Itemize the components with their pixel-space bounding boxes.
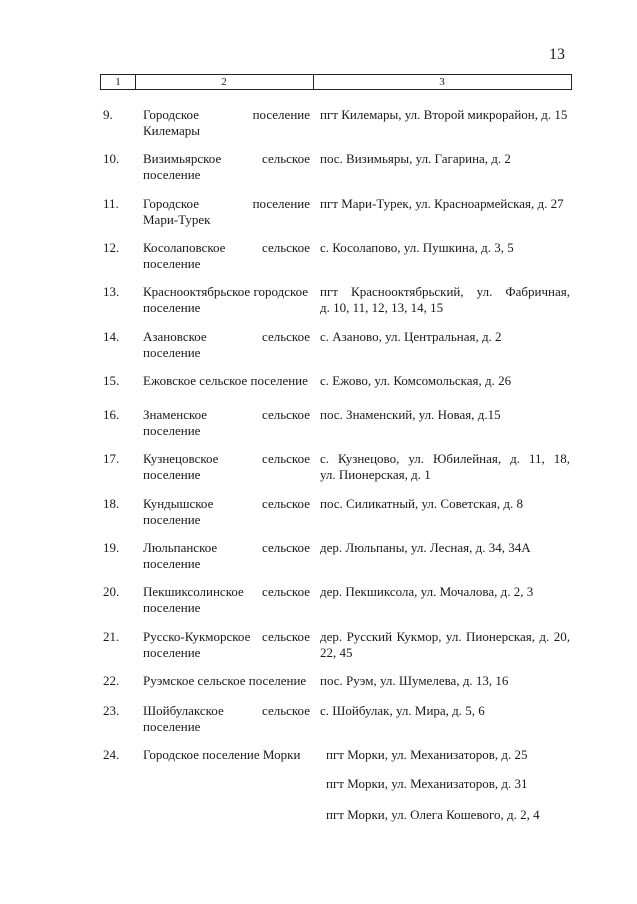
table-header xyxy=(100,74,572,90)
row-number: 13. xyxy=(103,284,120,299)
settlement-address: дер. Русский Кукмор, ул. Пионерская, д. 20, 22, 45 xyxy=(320,629,570,660)
settlement-address: с. Азаново, ул. Центральная, д. 2 xyxy=(320,329,502,344)
header-col-2: 2 xyxy=(135,75,314,89)
settlement-address: пгт Морки, ул. Механизаторов, д. 25 xyxy=(326,747,528,762)
settlement-address: дер. Пекшиксола, ул. Мочалова, д. 2, 3 xyxy=(320,584,534,599)
row-number: 17. xyxy=(103,451,120,466)
settlement-address: с. Ежово, ул. Комсомольская, д. 26 xyxy=(320,373,512,388)
settlement-address: пгт Килемары, ул. Второй микрорайон, д. 15 xyxy=(320,107,568,122)
settlement-address: пгт Красноoктябрьский, ул. Фабричная, д. 10, 11, 12, 13, 14, 15 xyxy=(320,284,570,315)
settlement-name: Визимьярское сельское поселение xyxy=(143,151,310,182)
row-number: 20. xyxy=(103,584,120,599)
settlement-address: с. Шойбулак, ул. Мира, д. 5, 6 xyxy=(320,703,485,718)
row-number: 11. xyxy=(103,196,119,211)
settlement-name: Шойбулакское сельское поселение xyxy=(143,703,310,734)
page-number: 13 xyxy=(549,46,565,63)
settlement-name: Кузнецовское сельское поселение xyxy=(143,451,310,482)
settlement-name: Знаменское сельское поселение xyxy=(143,407,310,438)
row-number: 14. xyxy=(103,329,120,344)
settlement-name: Краснооктябрьское городское поселение xyxy=(143,284,309,315)
settlement-address: пос. Руэм, ул. Шумелева, д. 13, 16 xyxy=(320,673,509,688)
settlement-address: пгт Мари-Турек, ул. Красноармейская, д. 27 xyxy=(320,196,564,211)
settlement-address: с. Косолапово, ул. Пушкина, д. 3, 5 xyxy=(320,240,514,255)
settlement-address: дер. Люльпаны, ул. Лесная, д. 34, 34А xyxy=(320,540,531,555)
settlement-name: Городское поселение Мари-Турек xyxy=(143,196,310,227)
settlement-name: Косолаповское сельское поселение xyxy=(143,240,310,271)
row-number: 23. xyxy=(103,703,120,718)
settlement-address: пос. Силикатный, ул. Советская, д. 8 xyxy=(320,496,524,511)
header-col-3: 3 xyxy=(439,76,445,88)
settlement-name: Руэмское сельское поселение xyxy=(143,673,307,688)
settlement-name: Русско-Кукморское сельское поселение xyxy=(143,629,310,660)
row-number: 21. xyxy=(103,629,120,644)
row-number: 19. xyxy=(103,540,120,555)
row-number: 12. xyxy=(103,240,120,255)
settlement-address: пос. Знаменский, ул. Новая, д.15 xyxy=(320,407,501,422)
row-number: 15. xyxy=(103,373,120,388)
settlement-name: Кундышское сельское поселение xyxy=(143,496,310,527)
row-number: 18. xyxy=(103,496,120,511)
settlement-name: Люльпанское сельское поселение xyxy=(143,540,310,571)
settlement-name: Городское поселение Морки xyxy=(143,747,301,762)
row-number: 9. xyxy=(103,107,113,122)
settlement-name: Азановское сельское поселение xyxy=(143,329,310,360)
row-number: 10. xyxy=(103,151,120,166)
header-col-1: 1 xyxy=(101,75,136,89)
extra-address: пгт Морки, ул. Механизаторов, д. 31 xyxy=(326,776,528,791)
row-number: 22. xyxy=(103,673,120,688)
row-number: 24. xyxy=(103,747,120,762)
settlement-name: Городское поселение Килемары xyxy=(143,107,310,138)
settlement-name: Пекшиксолинское сельское поселение xyxy=(143,584,310,615)
settlement-name: Ежовское сельское поселение xyxy=(143,373,308,388)
settlement-address: пос. Визимьяры, ул. Гагарина, д. 2 xyxy=(320,151,511,166)
settlement-address: с. Кузнецово, ул. Юбилейная, д. 11, 18, ул. Пионерская, д. 1 xyxy=(320,451,570,482)
extra-address: пгт Морки, ул. Олега Кошевого, д. 2, 4 xyxy=(326,807,540,822)
row-number: 16. xyxy=(103,407,120,422)
